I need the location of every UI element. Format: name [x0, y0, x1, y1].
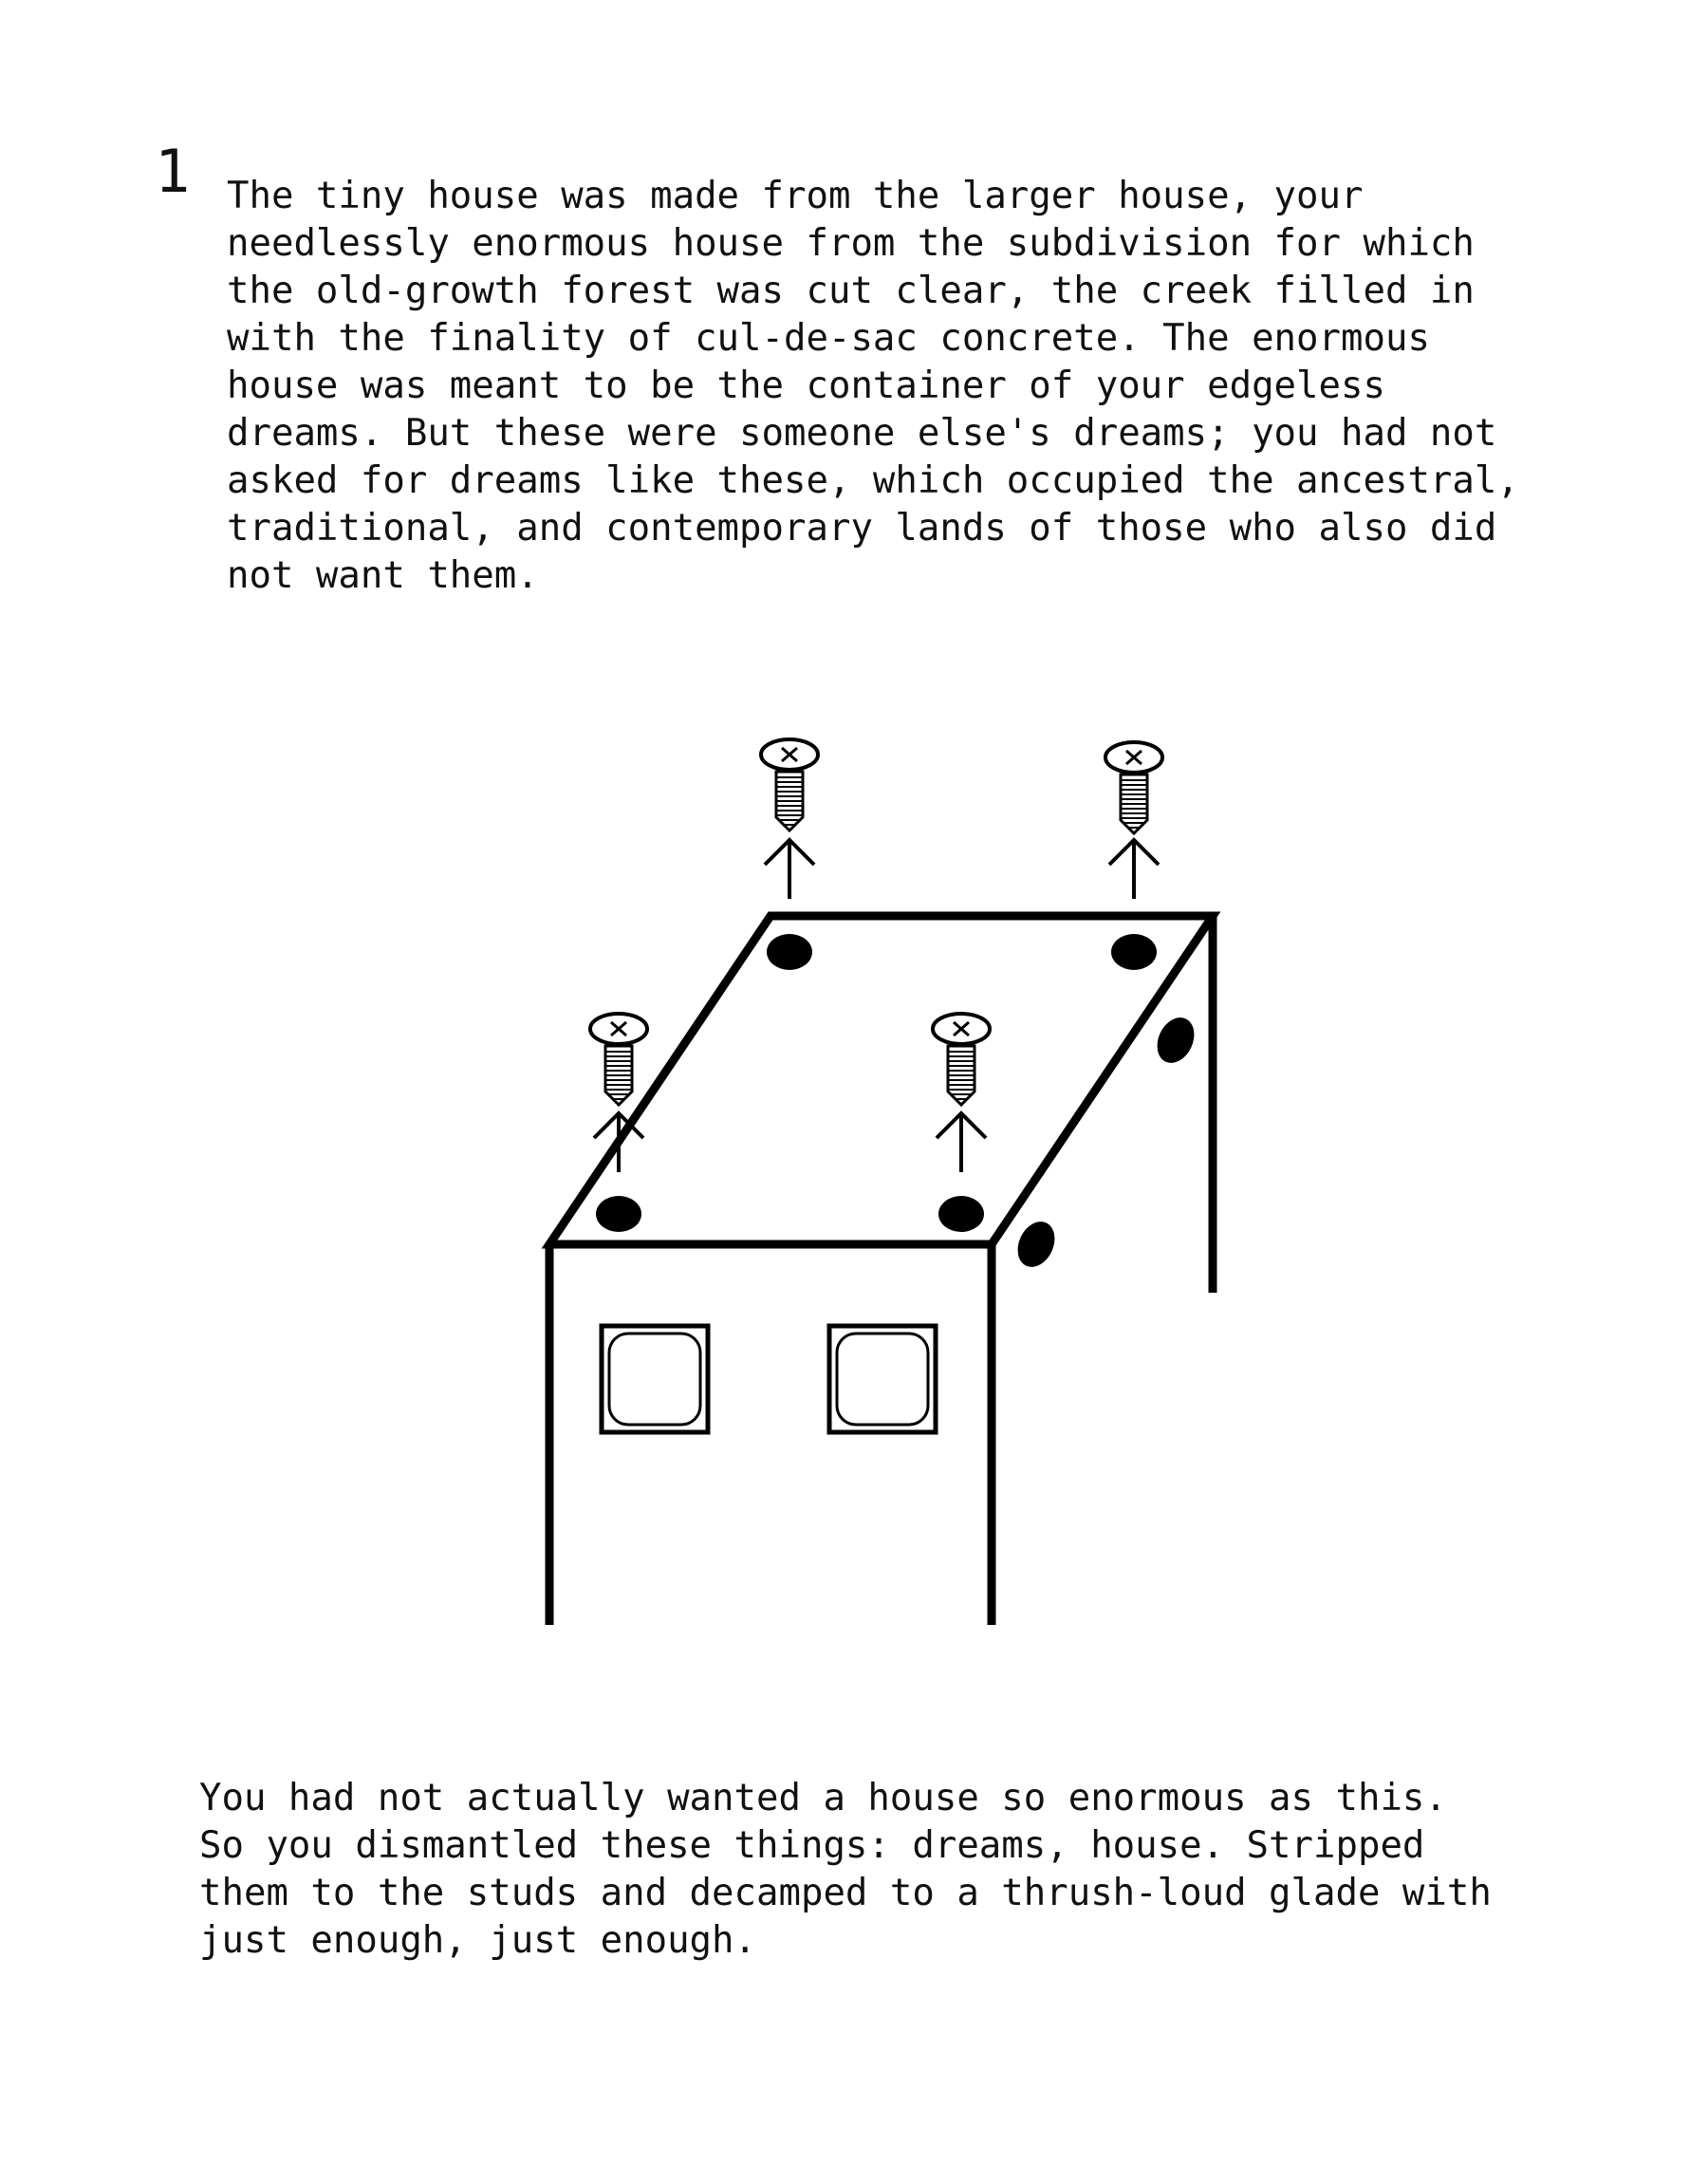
screw-icon — [933, 1014, 990, 1105]
screw-icon — [590, 1014, 647, 1105]
up-arrow-icon — [1109, 840, 1159, 899]
up-arrow-icon — [765, 840, 814, 899]
closing-paragraph: You had not actually wanted a house so enormous as this. So you dismantled these things: dreams, house. Stripped them to the studs and decamped to a thrush-loud glade with just enough, just enough. — [199, 1777, 1492, 1962]
screw-icon — [761, 739, 818, 830]
screw-icon — [1105, 742, 1162, 833]
screw-hole — [1150, 1012, 1201, 1070]
step-number: 1 — [155, 137, 191, 206]
window — [602, 1326, 708, 1432]
intro-paragraph: The tiny house was made from the larger house, your needlessly enormous house from the subdivision for which the old-growth forest was cut clear, the creek filled in with the finality of cul-de-sac concrete. The enormous house was meant to be the container of your edgeless dreams. But these were someone else's dreams; you had not asked for dreams like these, which occupied the ancestral, traditional, and contemporary lands of those who also did not want them. — [227, 175, 1519, 597]
screw-hole — [596, 1196, 641, 1232]
screw-hole — [1111, 934, 1157, 970]
screw-hole — [767, 934, 812, 970]
up-arrow-icon — [937, 1113, 986, 1172]
roof-panel — [549, 916, 1213, 1244]
screw-hole — [1011, 1216, 1062, 1274]
screw-hole — [938, 1196, 984, 1232]
window — [829, 1326, 936, 1432]
